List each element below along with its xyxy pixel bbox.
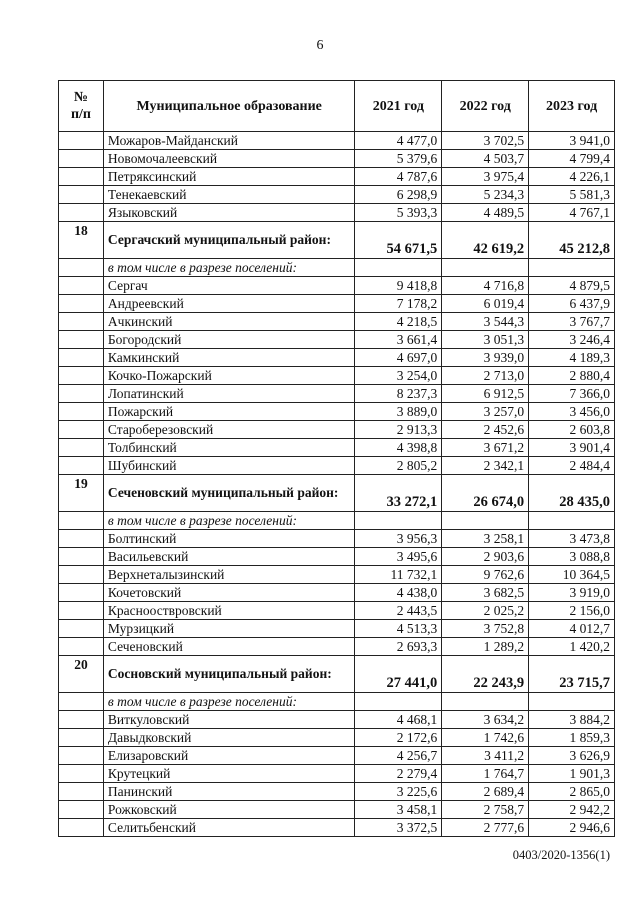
row-number [59,783,104,801]
value-2023: 4 012,7 [529,620,615,638]
value-2023: 5 581,3 [529,186,615,204]
value-2022 [442,512,529,530]
table-row [59,584,615,602]
value-2022: 3 411,2 [442,747,529,765]
row-number [59,186,104,204]
value-2021: 2 279,4 [355,765,442,783]
value-2021: 3 495,6 [355,548,442,566]
row-number [59,693,104,711]
subheading-row [59,693,615,711]
value-2021: 2 805,2 [355,457,442,475]
value-2021: 4 477,0 [355,132,442,150]
value-2022: 1 289,2 [442,638,529,656]
table-row [59,349,615,367]
municipality-name: Мурзицкий [103,620,355,638]
municipality-name: Рожковский [103,801,355,819]
row-number [59,385,104,403]
value-2022: 4 489,5 [442,204,529,222]
value-2021 [355,259,442,277]
row-number [59,259,104,277]
value-2021: 5 379,6 [355,150,442,168]
table-row [59,729,615,747]
value-2021: 4 787,6 [355,168,442,186]
subheading-row [59,512,615,530]
municipality-name: Ачкинский [103,313,355,331]
value-2023 [529,259,615,277]
value-2023: 1 859,3 [529,729,615,747]
table-row [59,548,615,566]
value-2023: 28 435,0 [529,475,615,512]
value-2023: 2 603,8 [529,421,615,439]
row-number [59,367,104,385]
row-number [59,150,104,168]
row-number [59,729,104,747]
value-2021: 4 697,0 [355,349,442,367]
value-2022: 26 674,0 [442,475,529,512]
table-row [59,566,615,584]
value-2022: 2 452,6 [442,421,529,439]
value-2021: 5 393,3 [355,204,442,222]
value-2023: 4 189,3 [529,349,615,367]
value-2023: 2 942,2 [529,801,615,819]
municipality-name: Новомочалеевский [103,150,355,168]
row-number [59,765,104,783]
value-2021: 3 889,0 [355,403,442,421]
table-header-row [59,81,615,132]
value-2021: 4 438,0 [355,584,442,602]
row-number [59,638,104,656]
municipality-name: Староберезовский [103,421,355,439]
value-2023: 2 156,0 [529,602,615,620]
value-2023: 3 767,7 [529,313,615,331]
row-number: 20 [59,656,104,693]
value-2021 [355,512,442,530]
row-number [59,295,104,313]
budget-table [58,80,615,837]
municipality-name: Васильевский [103,548,355,566]
row-number: 18 [59,222,104,259]
value-2021 [355,693,442,711]
value-2022: 3 257,0 [442,403,529,421]
district-row [59,222,615,259]
value-2021: 3 956,3 [355,530,442,548]
value-2021: 3 458,1 [355,801,442,819]
value-2022: 3 682,5 [442,584,529,602]
municipality-name: Краснооствровский [103,602,355,620]
value-2021: 3 372,5 [355,819,442,837]
value-2021: 4 256,7 [355,747,442,765]
municipality-name: Панинский [103,783,355,801]
value-2021: 2 693,3 [355,638,442,656]
municipality-name: Сергач [103,277,355,295]
value-2023: 4 879,5 [529,277,615,295]
header-2021: 2021 год [355,81,442,132]
value-2023: 3 626,9 [529,747,615,765]
value-2022: 9 762,6 [442,566,529,584]
table-row [59,819,615,837]
value-2021: 4 468,1 [355,711,442,729]
table-row [59,186,615,204]
value-2023: 4 767,1 [529,204,615,222]
value-2023: 3 919,0 [529,584,615,602]
value-2022: 22 243,9 [442,656,529,693]
value-2022: 3 752,8 [442,620,529,638]
value-2021: 11 732,1 [355,566,442,584]
value-2023: 2 484,4 [529,457,615,475]
table-row [59,385,615,403]
value-2022: 4 716,8 [442,277,529,295]
value-2022: 3 051,3 [442,331,529,349]
row-number [59,602,104,620]
value-2022: 5 234,3 [442,186,529,204]
row-number [59,439,104,457]
municipality-name: Болтинский [103,530,355,548]
municipality-name: Давыдковский [103,729,355,747]
value-2023: 3 884,2 [529,711,615,729]
row-number [59,277,104,295]
row-number [59,331,104,349]
value-2021: 54 671,5 [355,222,442,259]
municipality-name: Кочко-Пожарский [103,367,355,385]
municipality-name: Петряксинский [103,168,355,186]
value-2023: 4 226,1 [529,168,615,186]
row-number [59,747,104,765]
value-2021: 33 272,1 [355,475,442,512]
row-number [59,168,104,186]
table-row [59,747,615,765]
value-2021: 2 913,3 [355,421,442,439]
value-2023: 10 364,5 [529,566,615,584]
value-2022: 2 758,7 [442,801,529,819]
value-2022: 3 702,5 [442,132,529,150]
value-2021: 3 254,0 [355,367,442,385]
value-2022: 6 019,4 [442,295,529,313]
municipality-name: Сеченовский муниципальный район: [103,475,355,512]
value-2022: 1 764,7 [442,765,529,783]
table-row [59,295,615,313]
subheading-row [59,259,615,277]
value-2021: 3 225,6 [355,783,442,801]
municipality-name: Сеченовский [103,638,355,656]
row-number [59,566,104,584]
municipality-name: в том числе в разрезе поселений: [103,512,355,530]
municipality-name: Языковский [103,204,355,222]
value-2022: 42 619,2 [442,222,529,259]
header-2022: 2022 год [442,81,529,132]
row-number [59,512,104,530]
value-2021: 4 218,5 [355,313,442,331]
municipality-name: Камкинский [103,349,355,367]
value-2022: 3 258,1 [442,530,529,548]
value-2022: 2 342,1 [442,457,529,475]
value-2022 [442,259,529,277]
municipality-name: Андреевский [103,295,355,313]
row-number [59,548,104,566]
municipality-name: Верхнеталызинский [103,566,355,584]
row-number [59,132,104,150]
table-row [59,638,615,656]
municipality-name: в том числе в разрезе поселений: [103,259,355,277]
row-number: 19 [59,475,104,512]
row-number [59,313,104,331]
value-2023 [529,512,615,530]
value-2023: 1 420,2 [529,638,615,656]
municipality-name: Можаров-Майданский [103,132,355,150]
row-number [59,421,104,439]
table-row [59,132,615,150]
table-body [59,132,615,837]
municipality-name: Богородский [103,331,355,349]
row-number [59,403,104,421]
row-number [59,711,104,729]
value-2022: 3 671,2 [442,439,529,457]
table-row [59,313,615,331]
row-number [59,819,104,837]
row-number [59,457,104,475]
value-2022: 3 939,0 [442,349,529,367]
row-number [59,620,104,638]
value-2021: 6 298,9 [355,186,442,204]
table-row [59,403,615,421]
table-row [59,457,615,475]
value-2023: 3 246,4 [529,331,615,349]
value-2023: 3 088,8 [529,548,615,566]
value-2022: 2 777,6 [442,819,529,837]
municipality-name: Сосновский муниципальный район: [103,656,355,693]
table-row [59,765,615,783]
value-2021: 2 172,6 [355,729,442,747]
value-2022: 6 912,5 [442,385,529,403]
value-2023: 3 473,8 [529,530,615,548]
value-2022: 4 503,7 [442,150,529,168]
district-row [59,656,615,693]
value-2022: 2 713,0 [442,367,529,385]
value-2021: 9 418,8 [355,277,442,295]
header-2023: 2023 год [529,81,615,132]
value-2023: 23 715,7 [529,656,615,693]
table-row [59,331,615,349]
table-row [59,602,615,620]
value-2022 [442,693,529,711]
value-2023: 2 946,6 [529,819,615,837]
row-number [59,801,104,819]
municipality-name: Елизаровский [103,747,355,765]
value-2022: 2 689,4 [442,783,529,801]
table-row [59,204,615,222]
value-2023: 3 901,4 [529,439,615,457]
value-2021: 4 398,8 [355,439,442,457]
value-2022: 3 634,2 [442,711,529,729]
value-2023: 2 880,4 [529,367,615,385]
table-row [59,530,615,548]
municipality-name: Лопатинский [103,385,355,403]
value-2021: 2 443,5 [355,602,442,620]
row-number [59,349,104,367]
municipality-name: Пожарский [103,403,355,421]
municipality-name: Виткуловский [103,711,355,729]
row-number [59,530,104,548]
value-2021: 4 513,3 [355,620,442,638]
value-2023: 3 941,0 [529,132,615,150]
header-number: № п/п [59,81,104,132]
table-row [59,439,615,457]
value-2021: 7 178,2 [355,295,442,313]
value-2021: 3 661,4 [355,331,442,349]
value-2022: 2 903,6 [442,548,529,566]
value-2023: 4 799,4 [529,150,615,168]
value-2022: 3 544,3 [442,313,529,331]
value-2022: 3 975,4 [442,168,529,186]
table-row [59,367,615,385]
row-number [59,584,104,602]
table-row [59,783,615,801]
table-row [59,620,615,638]
municipality-name: Сергачский муниципальный район: [103,222,355,259]
value-2023 [529,693,615,711]
row-number [59,204,104,222]
table-row [59,801,615,819]
value-2021: 8 237,3 [355,385,442,403]
table-row [59,711,615,729]
table-row [59,277,615,295]
municipality-name: Тенекаевский [103,186,355,204]
district-row [59,475,615,512]
page-number: 6 [316,38,324,53]
value-2022: 1 742,6 [442,729,529,747]
municipality-name: Кочетовский [103,584,355,602]
value-2021: 27 441,0 [355,656,442,693]
table-row [59,421,615,439]
value-2023: 2 865,0 [529,783,615,801]
value-2023: 45 212,8 [529,222,615,259]
value-2023: 6 437,9 [529,295,615,313]
document-code: 0403/2020-1356(1) [512,848,610,862]
municipality-name: Крутецкий [103,765,355,783]
value-2023: 3 456,0 [529,403,615,421]
header-municipality: Муниципальное образование [103,81,355,132]
value-2023: 7 366,0 [529,385,615,403]
table-row [59,168,615,186]
table-row [59,150,615,168]
value-2022: 2 025,2 [442,602,529,620]
value-2023: 1 901,3 [529,765,615,783]
municipality-name: Шубинский [103,457,355,475]
municipality-name: в том числе в разрезе поселений: [103,693,355,711]
municipality-name: Селитьбенский [103,819,355,837]
municipality-name: Толбинский [103,439,355,457]
